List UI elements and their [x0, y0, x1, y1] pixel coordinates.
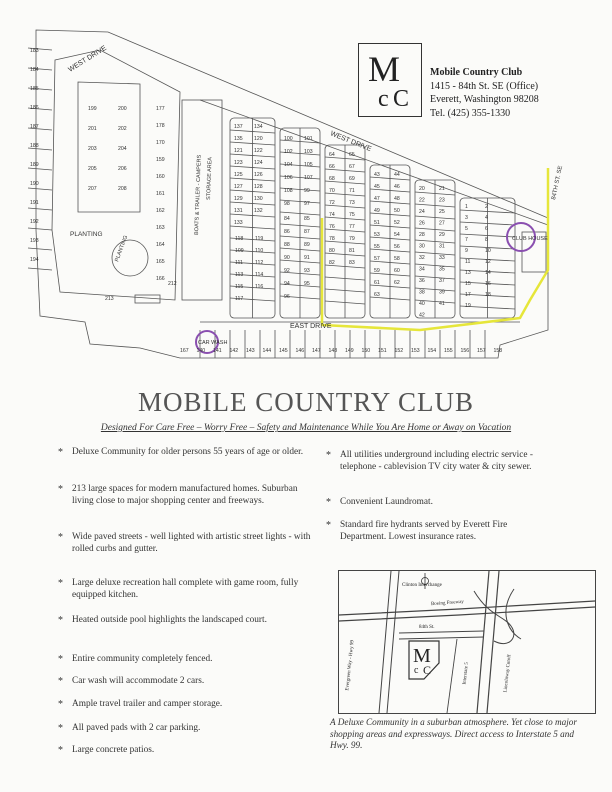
lot-number: 43 — [374, 172, 380, 178]
lot-number: 51 — [374, 220, 380, 226]
lot-number: 157 — [477, 348, 486, 354]
lot-number: 130 — [254, 196, 263, 202]
lot-number: 14 — [485, 270, 491, 276]
lot-number: 10 — [485, 248, 491, 254]
lot-number: 160 — [156, 174, 165, 180]
lot-number: 124 — [254, 160, 263, 166]
lot-number: 140 — [196, 348, 206, 354]
lot-number: 74 — [329, 212, 335, 218]
contact-info — [430, 66, 539, 120]
lot-number: 33 — [439, 255, 445, 261]
lot-number: 203 — [88, 146, 97, 152]
map-label: PLANTING — [114, 234, 130, 263]
lot-number: 85 — [304, 216, 310, 222]
lot-number: 193 — [30, 238, 39, 244]
lot-number: 21 — [439, 186, 445, 192]
lot-divider — [28, 188, 52, 190]
lot-number: 57 — [374, 256, 380, 262]
lot-number: 26 — [419, 220, 425, 227]
lot-number: 167 — [180, 348, 189, 354]
lot-number: 151 — [378, 348, 387, 354]
lot-number: 47 — [374, 196, 380, 202]
map-label: STORAGE AREA — [206, 156, 214, 201]
lot-number: 91 — [304, 255, 310, 261]
lot-number: 212 — [168, 281, 177, 287]
lot-number: 12 — [485, 259, 491, 265]
lot-number: 90 — [284, 255, 290, 261]
lot-number: 162 — [156, 208, 165, 214]
lot-number: 152 — [394, 348, 404, 354]
lot-number: 9 — [465, 248, 468, 254]
lot-number: 101 — [304, 136, 313, 142]
lot-number: 8 — [485, 237, 488, 243]
lot-number: 106 — [284, 175, 293, 181]
lot-number: 202 — [118, 126, 127, 132]
lot-number: 66 — [329, 164, 335, 170]
lot-number: 35 — [439, 266, 445, 273]
lot-number: 147 — [312, 348, 321, 354]
lot-number: 55 — [374, 244, 380, 250]
lot-number: 117 — [235, 296, 244, 302]
lot-number: 191 — [30, 200, 39, 206]
lot-number: 109 — [235, 248, 244, 254]
lot-number: 104 — [284, 162, 293, 168]
map-label: CAR WASH — [198, 340, 228, 346]
lot-number: 69 — [349, 176, 355, 182]
lot-number: 107 — [304, 175, 313, 181]
lot-number: 119 — [255, 236, 264, 242]
lot-number: 141 — [213, 348, 222, 354]
location-map — [338, 570, 596, 714]
lot-divider — [28, 228, 52, 230]
lot-number: 79 — [349, 236, 355, 242]
lot-number: 59 — [374, 268, 380, 274]
lot-number: 194 — [30, 257, 39, 263]
lot-number: 112 — [255, 260, 264, 266]
lot-number: 4 — [485, 215, 488, 221]
lot-number: 16 — [485, 281, 491, 287]
lot-number: 161 — [156, 191, 165, 197]
map-label: CLUB HOUSE — [512, 236, 548, 242]
lot-number: 131 — [234, 208, 243, 214]
office-address: 1415 - 84th St. SE (Office) — [430, 80, 539, 92]
lot-number: 23 — [439, 197, 445, 204]
lot-number: 93 — [304, 268, 310, 274]
lot-number: 17 — [465, 292, 471, 298]
mini-logo-c2: C — [423, 663, 432, 677]
lot-number: 155 — [444, 348, 453, 354]
lot-number: 42 — [419, 312, 425, 319]
lot-number: 24 — [419, 209, 425, 215]
lot-number: 77 — [349, 224, 355, 230]
lot-number: 11 — [465, 259, 471, 265]
lot-number: 48 — [394, 196, 400, 202]
lot-number: 153 — [411, 348, 420, 354]
lot-number: 71 — [349, 188, 355, 194]
lot-number: 100 — [284, 136, 293, 142]
lot-number: 150 — [361, 348, 371, 354]
feature-item: * All utilities underground including electric service - telephone - cablevision TV city water & city sewer. — [326, 450, 533, 472]
lot-number: 177 — [156, 106, 165, 112]
lot-number: 165 — [156, 259, 165, 265]
lot-number: 97 — [304, 201, 310, 207]
feature-item: * Convenient Laundromat. — [326, 497, 433, 508]
org-name: Mobile Country Club — [430, 67, 523, 78]
lot-number: 46 — [394, 184, 400, 190]
lot-number: 22 — [419, 197, 425, 204]
lot-number: 208 — [118, 186, 127, 192]
lot-number: 88 — [284, 242, 290, 248]
lot-number: 65 — [349, 152, 355, 158]
lot-number: 125 — [234, 172, 243, 178]
lot-number: 32 — [419, 255, 425, 261]
lot-number: 61 — [374, 280, 380, 286]
lot-number: 56 — [394, 244, 400, 250]
lot-number: 68 — [329, 176, 335, 182]
lot-number: 123 — [234, 160, 243, 166]
lot-number: 54 — [394, 232, 400, 238]
lot-number: 15 — [465, 281, 471, 287]
lot-number: 98 — [284, 201, 290, 207]
lot-number: 20 — [419, 186, 425, 192]
feature-item: * 213 large spaces for modern manufactured homes. Suburban living close to major shopping center and freeways. — [58, 484, 298, 506]
map-label: 84th St. — [419, 625, 435, 630]
lot-number: 108 — [284, 188, 293, 194]
lot-number: 186 — [30, 105, 39, 111]
lot-number: 183 — [30, 48, 39, 54]
lot-number: 103 — [304, 149, 313, 155]
lot-number: 135 — [234, 136, 243, 142]
lot-number: 99 — [304, 188, 310, 194]
lot-number: 19 — [465, 303, 471, 309]
map-label: EAST DRIVE — [290, 323, 332, 330]
lot-number: 87 — [304, 229, 310, 235]
feature-item: * Wide paved streets - well lighted with artistic street lights - with rolled curbs and gutter. — [58, 532, 311, 554]
tagline: Designed For Care Free – Worry Free – Safety and Maintenance While You Are Home or Away on Vacation — [100, 423, 512, 433]
map-label: WEST DRIVE — [329, 130, 373, 154]
map-label: Clinton Interchange — [402, 583, 442, 588]
lot-number: 132 — [254, 208, 263, 214]
lot-number: 102 — [284, 149, 293, 155]
lot-number: 40 — [419, 301, 425, 307]
lot-number: 50 — [394, 208, 400, 214]
feature-item: * Deluxe Community for older persons 55 years of age or older. — [58, 447, 304, 458]
lot-number: 137 — [234, 124, 243, 130]
logo-letter-m: M — [368, 49, 401, 89]
lot-number: 184 — [30, 67, 39, 73]
logo-letter-c-small: c — [378, 86, 389, 112]
lot-number: 116 — [255, 284, 264, 290]
lot-number: 166 — [156, 276, 165, 282]
feature-item: * Large deluxe recreation hall complete with game room, fully equipped kitchen. — [58, 578, 299, 600]
lot-number: 13 — [465, 270, 471, 276]
lot-number: 213 — [105, 296, 114, 302]
mini-logo-c: c — [414, 665, 419, 676]
lot-number: 118 — [235, 236, 244, 242]
lot-number: 58 — [394, 256, 400, 262]
map-label: Interstate 5 — [462, 662, 470, 685]
lot-number: 149 — [345, 348, 354, 354]
lot-number: 94 — [284, 281, 290, 287]
feature-item: * Car wash will accommodate 2 cars. — [58, 676, 205, 687]
lot-number: 200 — [118, 106, 127, 112]
lot-number: 34 — [419, 266, 425, 273]
feature-item: * All paved pads with 2 car parking. — [58, 723, 201, 734]
lot-number: 76 — [329, 224, 335, 230]
lot-number: 73 — [349, 200, 355, 206]
lot-number: 64 — [329, 152, 335, 158]
lot-number: 60 — [394, 268, 400, 274]
lot-number: 18 — [485, 292, 491, 298]
lot-number: 30 — [419, 243, 425, 250]
lot-number: 159 — [156, 157, 165, 163]
lot-number: 111 — [235, 260, 243, 266]
lot-number: 115 — [235, 284, 244, 290]
lot-number: 134 — [254, 124, 263, 130]
lot-number: 204 — [118, 146, 127, 152]
lot-number: 67 — [349, 164, 355, 170]
lot-number: 146 — [295, 348, 305, 354]
lot-number: 95 — [304, 281, 310, 287]
lot-number: 158 — [493, 348, 503, 354]
lot-number: 185 — [30, 86, 39, 92]
lot-number: 27 — [439, 220, 445, 227]
lot-number: 44 — [394, 172, 400, 178]
lot-number: 188 — [30, 143, 39, 149]
lot-number: 39 — [439, 289, 445, 296]
lot-number: 28 — [419, 232, 425, 238]
lot-number: 75 — [349, 212, 355, 218]
lot-number: 62 — [394, 280, 400, 286]
map-label: BOATS & TRAILER - CAMPERS — [194, 154, 203, 236]
lot-number: 29 — [439, 232, 445, 238]
lot-number: 178 — [156, 123, 165, 129]
lot-number: 133 — [234, 220, 243, 226]
lot-number: 72 — [329, 200, 335, 206]
lot-number: 89 — [304, 242, 310, 248]
lot-number: 154 — [427, 348, 437, 354]
lot-number: 1 — [465, 204, 468, 210]
lot-number: 144 — [262, 348, 272, 354]
lot-number: 205 — [88, 166, 97, 172]
lot-number: 199 — [88, 106, 97, 112]
lot-number: 78 — [329, 236, 335, 242]
lot-number: 142 — [229, 348, 239, 354]
lot-number: 31 — [439, 243, 445, 250]
lot-number: 201 — [88, 126, 97, 132]
feature-item: * Heated outside pool highlights the landscaped court. — [58, 615, 267, 626]
feature-item: * Standard fire hydrants served by Everett Fire Department. Lowest insurance rates. — [326, 520, 508, 542]
lot-number: 164 — [156, 242, 165, 248]
feature-item: * Entire community completely fenced. — [58, 654, 213, 665]
lot-number: 25 — [439, 209, 445, 215]
lot-number: 86 — [284, 229, 290, 235]
lot-number: 148 — [328, 348, 338, 354]
lot-number: 2 — [485, 204, 488, 210]
lot-number: 189 — [30, 162, 39, 168]
map-label: Lincolnway Cutoff — [503, 654, 513, 693]
lot-number: 38 — [419, 289, 425, 296]
storage-area — [182, 100, 222, 300]
lot-number: 129 — [234, 196, 243, 202]
lot-number: 121 — [234, 148, 243, 154]
lot-number: 187 — [30, 124, 39, 130]
lot-number: 92 — [284, 268, 290, 274]
lot-number: 6 — [485, 226, 488, 232]
lot-number: 105 — [304, 162, 313, 168]
feature-item: * Ample travel trailer and camper storage. — [58, 699, 223, 710]
lot-number: 126 — [254, 172, 263, 178]
lot-divider — [28, 208, 52, 210]
lot-number: 128 — [254, 184, 263, 190]
lot-number: 114 — [255, 272, 264, 278]
city-address: Everett, Washington 98208 — [430, 94, 539, 105]
lot-number: 143 — [246, 348, 255, 354]
lot-number: 170 — [156, 140, 165, 146]
lot-number: 81 — [349, 248, 355, 254]
lot-number: 192 — [30, 219, 39, 225]
lot-number: 163 — [156, 225, 165, 231]
lot-number: 84 — [284, 216, 290, 222]
lot-number: 52 — [394, 220, 400, 226]
lot-number: 96 — [284, 294, 290, 300]
site-map — [0, 0, 612, 380]
mini-logo-m: M — [413, 645, 431, 667]
lot-number: 45 — [374, 184, 380, 190]
map-label: Boeing Freeway — [430, 599, 465, 608]
lot-number: 190 — [30, 181, 39, 187]
lot-divider — [28, 168, 52, 170]
map-label: PLANTING — [70, 231, 103, 238]
lot-number: 113 — [235, 272, 244, 278]
lot-number: 37 — [439, 278, 445, 284]
map-label: 84TH ST. SE — [551, 165, 565, 201]
lot-number: 63 — [374, 292, 380, 298]
lot-number: 127 — [234, 184, 243, 190]
feature-item: * Large concrete patios. — [58, 745, 155, 756]
lot-number: 156 — [460, 348, 470, 354]
lot-number: 83 — [349, 260, 355, 266]
lot-number: 82 — [329, 260, 335, 266]
lot-number: 53 — [374, 232, 380, 238]
phone-number: Tel. (425) 355-1330 — [430, 107, 511, 119]
lot-number: 7 — [465, 237, 468, 243]
lot-number: 70 — [329, 188, 335, 194]
lot-number: 207 — [88, 186, 97, 192]
lot-divider — [28, 268, 52, 270]
lot-number: 120 — [254, 136, 263, 142]
lot-number: 41 — [439, 301, 445, 307]
location-caption: A Deluxe Community in a suburban atmosphere. Yet close to major shopping areas and expressways. Direct access to Interstate 5 and Hwy. 99. — [330, 717, 577, 750]
lot-number: 122 — [254, 148, 263, 154]
page-title: MOBILE COUNTRY CLUB — [137, 387, 474, 417]
map-label: WEST DRIVE — [67, 44, 108, 74]
logo-letter-c-large: C — [393, 86, 410, 112]
lot-number: 3 — [465, 215, 468, 221]
lot-number: 36 — [419, 278, 425, 284]
lot-divider — [28, 248, 52, 250]
lot-number: 206 — [118, 166, 127, 172]
lot-number: 49 — [374, 208, 380, 214]
lot-number: 5 — [465, 226, 468, 232]
map-label: Evergreen Way - Hwy 99 — [345, 639, 356, 692]
lot-number: 110 — [255, 248, 264, 254]
lot-number: 80 — [329, 248, 335, 254]
lot-number: 145 — [279, 348, 288, 354]
